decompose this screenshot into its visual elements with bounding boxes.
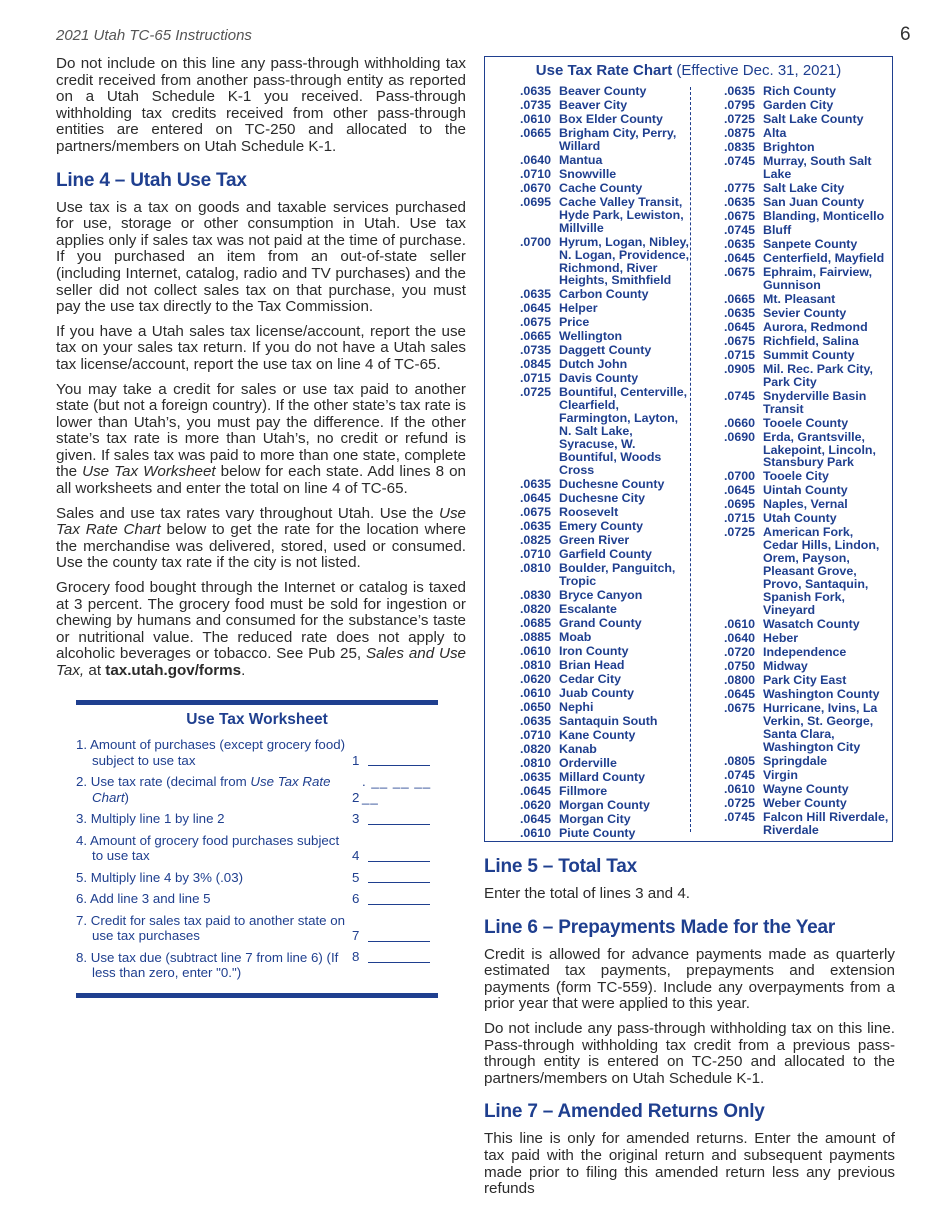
- rate-value: .0645: [723, 319, 755, 334]
- use-tax-worksheet: [76, 700, 438, 998]
- rate-row: [695, 484, 891, 497]
- rate-location: Summit County: [763, 347, 855, 362]
- rate-row: [491, 799, 691, 812]
- rate-row: [491, 520, 691, 533]
- rate-row: [491, 729, 691, 742]
- line4-paragraph-1: Use tax is a tax on goods and taxable services purchased for use, storage or other consumption in Utah. Use tax applies only if sales tax was not paid at the time of purchase. If you purchased an item from an out-of-state seller (including Internet, catalog, radio and TV purchases) and the seller did not collect sales tax on that purchase, you must pay the use tax directly to the Tax Commission.: [56, 198, 466, 316]
- rate-location: Bluff: [763, 222, 792, 237]
- rate-value: .0635: [519, 518, 551, 533]
- rate-row: [491, 478, 691, 491]
- rate-row: [695, 660, 891, 673]
- line6-heading: Line 6 – Prepayments Made for the Year: [484, 916, 836, 938]
- rate-location: Utah County: [763, 511, 837, 526]
- rate-value: .0610: [519, 112, 551, 126]
- chart-effective-date: (Effective Dec. 31, 2021): [676, 62, 842, 79]
- rate-row: [491, 673, 691, 686]
- rate-row: [491, 548, 691, 561]
- rate-value: .0800: [723, 672, 755, 687]
- rate-row: [695, 470, 891, 483]
- rate-value: .0775: [723, 180, 755, 195]
- rate-value: .0835: [723, 140, 755, 154]
- rate-row: [491, 236, 691, 288]
- rate-location: Midway: [763, 658, 808, 673]
- line6-paragraph-1: Credit is allowed for advance payments made as quarterly estimated tax payments, prepayments and extension payments (form TC-559). Include any overpayments from a prior year that were applied to this year.: [484, 945, 895, 1013]
- rate-row: [695, 141, 891, 154]
- rate-value: .0675: [723, 700, 755, 715]
- worksheet-line-8: 8. Use tax due (subtract line 7 from line 6) (If less than zero, enter "0.") 8: [76, 950, 438, 981]
- rate-location: Aurora, Redmond: [763, 319, 868, 334]
- rate-value: .0635: [723, 194, 755, 209]
- worksheet-line-2-field[interactable]: . __ __ __ __: [362, 774, 432, 805]
- rate-location: Grand County: [559, 615, 642, 630]
- rate-location: Independence: [763, 644, 847, 659]
- rate-value: .0875: [723, 126, 755, 140]
- rate-value: .0885: [519, 629, 551, 644]
- rate-row: [491, 127, 691, 153]
- line5-paragraph: Enter the total of lines 3 and 4.: [484, 885, 691, 902]
- document-header-title: 2021 Utah TC-65 Instructions: [56, 27, 252, 44]
- rate-row: [491, 288, 691, 301]
- rate-value: .0635: [723, 84, 755, 98]
- rate-value: .0675: [519, 315, 551, 330]
- rate-row: [491, 182, 691, 195]
- rate-location: Juab County: [559, 685, 635, 700]
- rate-value: .0610: [723, 781, 755, 796]
- rate-row: [695, 113, 891, 126]
- rate-value: .0725: [723, 525, 755, 540]
- rate-value: .0710: [519, 546, 551, 561]
- right-column: [484, 856, 895, 1206]
- rate-row: [695, 431, 891, 470]
- rate-row: [491, 302, 691, 315]
- worksheet-line-4-field[interactable]: [368, 861, 430, 862]
- rate-value: .0750: [723, 658, 755, 673]
- page-number: 6: [900, 24, 911, 45]
- rate-row: [491, 603, 691, 616]
- rate-row: [695, 783, 891, 796]
- rate-location: Mil. Rec. Park City, Park City: [763, 361, 873, 389]
- rate-value: .0745: [723, 222, 755, 237]
- line4-paragraph-5: Grocery food bought through the Internet or catalog is taxed at 3 percent. The grocery food must be sold for ingestion or chewing by humans and consumed for the substance’s taste or nutritional value. The reduced rate does not apply to alcoholic beverages or tobacco. See Pub 25, Sales and Use Tax, at tax.utah.gov/forms.: [56, 579, 467, 679]
- rate-location: Sevier County: [763, 305, 847, 320]
- rate-value: .0645: [519, 811, 551, 826]
- rate-value: .0645: [519, 301, 551, 316]
- rate-location: Brian Head: [559, 657, 625, 672]
- rate-value: .0745: [723, 388, 755, 403]
- rate-value: .0635: [519, 287, 551, 302]
- rate-value: .0720: [723, 644, 755, 659]
- rate-row: [491, 757, 691, 770]
- rate-value: .0810: [519, 560, 551, 575]
- worksheet-line-7: 7. Credit for sales tax paid to another state on use tax purchases 7: [76, 913, 438, 944]
- rate-value: .0610: [519, 825, 551, 840]
- rate-location: Davis County: [559, 371, 639, 386]
- rate-row: [491, 154, 691, 167]
- rate-location: Bountiful, Centerville, Clearfield, Farmington, Layton, N. Salt Lake, Syracuse, W. Bountiful, Woods Cross: [559, 385, 688, 477]
- worksheet-reference: Use Tax Worksheet: [82, 463, 216, 481]
- rate-row: [695, 266, 891, 292]
- rate-value: .0745: [723, 154, 755, 168]
- rate-location: Santaquin South: [559, 713, 658, 728]
- rate-row: [695, 797, 891, 810]
- rate-value: .0675: [519, 504, 551, 519]
- rate-location: Tooele City: [763, 469, 829, 484]
- rate-location: Daggett County: [559, 343, 652, 358]
- rate-row: [491, 99, 691, 112]
- rate-location: Centerfield, Mayfield: [763, 250, 885, 265]
- rate-row: [695, 196, 891, 209]
- rate-row: [491, 631, 691, 644]
- worksheet-line-5: 5. Multiply line 4 by 3% (.03) 5: [76, 870, 438, 886]
- rate-location: San Juan County: [763, 194, 865, 209]
- worksheet-line-1: 1. Amount of purchases (except grocery food) subject to use tax 1: [76, 737, 438, 768]
- worksheet-title: Use Tax Worksheet: [186, 711, 328, 728]
- line4-paragraph-3: You may take a credit for sales or use tax paid to another state (but not a foreign country). If the other state’s tax rate is lower than Utah’s, you must pay the difference. If the other state’s tax rate is more than Utah’s, no credit or refund is given. If sales tax was paid to more than one state, complete the Use Tax Worksheet below for each state. Add lines 8 on all worksheets and enter the total on line 4 of TC-65.: [56, 380, 466, 498]
- rate-value: .0820: [519, 601, 551, 616]
- rate-row: [491, 196, 691, 235]
- rate-row: [695, 349, 891, 362]
- rate-row: [695, 755, 891, 768]
- rate-location: Mt. Pleasant: [763, 291, 836, 306]
- rate-location: Blanding, Monticello: [763, 208, 885, 223]
- rate-value: .0725: [519, 385, 551, 400]
- rate-location: Cache Valley Transit, Hyde Park, Lewiston, Millville: [559, 194, 684, 235]
- rate-chart-reference: Use Tax Rate Chart: [56, 504, 466, 539]
- rate-location: Salt Lake County: [763, 112, 864, 126]
- rate-value: .0710: [519, 727, 551, 742]
- rate-row: [695, 688, 891, 701]
- rate-location: Cache County: [559, 180, 643, 195]
- rate-location: Park City East: [763, 672, 847, 687]
- rate-row: [491, 372, 691, 385]
- chart-title: Use Tax Rate Chart (Effective Dec. 31, 2021): [535, 62, 842, 79]
- rate-location: Price: [559, 315, 590, 330]
- rate-location: Rich County: [763, 84, 836, 98]
- rate-location: Nephi: [559, 699, 594, 714]
- rate-location: Erda, Grantsville, Lakepoint, Lincoln, Stansbury Park: [763, 429, 876, 470]
- rate-location: Carbon County: [559, 287, 649, 302]
- rate-row: [491, 344, 691, 357]
- rate-value: .0795: [723, 98, 755, 112]
- rate-value: .0640: [723, 630, 755, 645]
- rate-value: .0675: [723, 264, 755, 279]
- rate-row: [695, 307, 891, 320]
- rate-row: [695, 512, 891, 525]
- rate-value: .0645: [723, 483, 755, 498]
- rate-location: Wellington: [559, 329, 623, 344]
- rate-row: [695, 526, 891, 616]
- rate-value: .0715: [723, 347, 755, 362]
- rate-value: .0690: [723, 429, 755, 444]
- rate-location: Box Elder County: [559, 112, 663, 126]
- rate-row: [491, 534, 691, 547]
- rate-location: Ephraim, Fairview, Gunnison: [763, 264, 873, 292]
- rate-row: [695, 99, 891, 112]
- rate-value: .0675: [723, 208, 755, 223]
- rate-row: [491, 813, 691, 826]
- rate-location: American Fork, Cedar Hills, Lindon, Orem, Payson, Pleasant Grove, Provo, Santaquin, Spanish Fork, Vineyard: [763, 525, 880, 617]
- rate-row: [491, 771, 691, 784]
- rate-location: Alta: [763, 126, 787, 140]
- rate-value: .0650: [519, 699, 551, 714]
- rate-value: .0635: [723, 236, 755, 251]
- rate-value: .0635: [723, 305, 755, 320]
- rate-value: .0845: [519, 357, 551, 372]
- rate-value: .0695: [519, 194, 551, 209]
- rate-value: .0825: [519, 532, 551, 547]
- rate-value: .0715: [723, 511, 755, 526]
- rate-row: [491, 617, 691, 630]
- rate-location: Weber County: [763, 795, 847, 810]
- rate-row: [491, 506, 691, 519]
- rate-row: [491, 827, 691, 840]
- use-tax-rate-chart: [484, 56, 893, 842]
- rate-value: .0820: [519, 741, 551, 756]
- rate-row: [695, 252, 891, 265]
- rate-location: Green River: [559, 532, 630, 547]
- rate-row: [695, 127, 891, 140]
- rate-row: [695, 85, 891, 98]
- line4-paragraph-2: If you have a Utah sales tax license/account, report the use tax on your sales tax return. If you do not have a Utah sales tax license/account, report the use tax on line 4 of TC-65.: [56, 322, 466, 373]
- rate-value: .0610: [723, 616, 755, 631]
- rate-row: [491, 785, 691, 798]
- rate-location: Hyrum, Logan, Nibley, N. Logan, Providence, Richmond, River Heights, Smithfield: [559, 234, 690, 288]
- worksheet-line-2: 2. Use tax rate (decimal from Use Tax Rate Chart) 2 . __ __ __ __: [76, 774, 438, 805]
- rate-value: .0635: [519, 84, 551, 98]
- rate-value: .0620: [519, 671, 551, 686]
- rate-value: .0685: [519, 615, 551, 630]
- worksheet-line-3-field[interactable]: [368, 824, 430, 825]
- left-column: [56, 56, 466, 688]
- rate-location: Mantua: [559, 152, 603, 167]
- worksheet-line-3: 3. Multiply line 1 by line 2 3: [76, 811, 438, 827]
- rate-value: .0700: [519, 234, 551, 249]
- rate-location: Washington County: [763, 686, 880, 701]
- rate-row: [491, 701, 691, 714]
- rate-location: Roosevelt: [559, 504, 619, 519]
- rate-value: .0665: [519, 126, 551, 140]
- rate-value: .0660: [723, 415, 755, 430]
- rate-row: [695, 702, 891, 754]
- rate-row: [695, 811, 891, 837]
- worksheet-line-8-field[interactable]: [368, 962, 430, 963]
- rate-value: .0745: [723, 767, 755, 782]
- rate-row: [695, 618, 891, 631]
- chart-column-right: [695, 85, 891, 838]
- rate-location: Snowville: [559, 166, 617, 181]
- rate-location: Morgan County: [559, 797, 650, 812]
- rate-location: Iron County: [559, 643, 629, 658]
- rate-location: Hurricane, Ivins, La Verkin, St. George, Santa Clara, Washington City: [763, 700, 878, 754]
- rate-row: [491, 589, 691, 602]
- rate-value: .0645: [519, 490, 551, 505]
- rate-row: [695, 155, 891, 181]
- rate-row: [695, 390, 891, 416]
- rate-location: Wayne County: [763, 781, 849, 796]
- rate-row: [491, 715, 691, 728]
- rate-row: [491, 358, 691, 371]
- rate-row: [491, 386, 691, 476]
- rate-value: .0645: [723, 686, 755, 701]
- worksheet-line-7-field[interactable]: [368, 941, 430, 942]
- rate-location: Moab: [559, 629, 592, 644]
- rate-location: Snyderville Basin Transit: [763, 388, 867, 416]
- forms-link[interactable]: tax.utah.gov/forms: [105, 662, 242, 679]
- rate-value: .0830: [519, 587, 551, 602]
- rate-row: [695, 182, 891, 195]
- rate-row: [491, 659, 691, 672]
- worksheet-line-1-field[interactable]: [368, 765, 430, 766]
- rate-row: [491, 330, 691, 343]
- rate-row: [695, 498, 891, 511]
- rate-value: .0620: [519, 797, 551, 812]
- rate-value: .0645: [723, 250, 755, 265]
- rate-row: [695, 321, 891, 334]
- rate-value: .0725: [723, 795, 755, 810]
- rate-location: Morgan City: [559, 811, 631, 826]
- rate-location: Dutch John: [559, 357, 628, 372]
- rate-location: Garfield County: [559, 546, 652, 561]
- rate-value: .0810: [519, 657, 551, 672]
- rate-row: [695, 769, 891, 782]
- rate-location: Brighton: [763, 140, 815, 154]
- rate-row: [695, 632, 891, 645]
- rate-location: Naples, Vernal: [763, 497, 848, 512]
- rate-location: Beaver City: [559, 98, 628, 112]
- line4-heading: Line 4 – Utah Use Tax: [56, 169, 247, 191]
- rate-location: Boulder, Panguitch, Tropic: [559, 560, 676, 588]
- rate-value: .0645: [519, 783, 551, 798]
- rate-value: .0610: [519, 685, 551, 700]
- rate-value: .0635: [519, 476, 551, 491]
- rate-location: Orderville: [559, 755, 617, 770]
- rate-value: .0610: [519, 643, 551, 658]
- rate-value: .0670: [519, 180, 551, 195]
- rate-value: .0700: [723, 469, 755, 484]
- worksheet-line-6-field[interactable]: [368, 904, 430, 905]
- rate-location: Duchesne County: [559, 476, 665, 491]
- rate-row: [491, 687, 691, 700]
- rate-row: [695, 224, 891, 237]
- rate-value: .0725: [723, 112, 755, 126]
- rate-location: Fillmore: [559, 783, 608, 798]
- rate-value: .0745: [723, 809, 755, 824]
- rate-value: .0665: [723, 291, 755, 306]
- rate-row: [695, 238, 891, 251]
- rate-location: Bryce Canyon: [559, 587, 643, 602]
- rate-value: .0805: [723, 753, 755, 768]
- rate-location: Wasatch County: [763, 616, 860, 631]
- rate-value: .0665: [519, 329, 551, 344]
- rate-row: [491, 85, 691, 98]
- rate-location: Springdale: [763, 753, 828, 768]
- rate-row: [491, 168, 691, 181]
- rate-row: [695, 674, 891, 687]
- rate-value: .0635: [519, 713, 551, 728]
- rate-row: [491, 113, 691, 126]
- rate-location: Sanpete County: [763, 236, 858, 251]
- rate-location: Piute County: [559, 825, 636, 840]
- line4-paragraph-4: Sales and use tax rates vary throughout Utah. Use the Use Tax Rate Chart below to get the rate for the location where the merchandise was delivered, stored, used or consumed. Use the county tax rate if the city is not listed.: [56, 504, 466, 572]
- rate-row: [695, 335, 891, 348]
- rate-location: Uintah County: [763, 483, 848, 498]
- rate-row: [695, 210, 891, 223]
- intro-paragraph: Do not include on this line any pass-through withholding tax credit received from another pass-through entity as reported on a Utah Schedule K-1 you received. Pass-through withholding tax credits received from other pass-through entities are entered on TC-250 and allocated to the partners/members on Utah Schedule K-1.: [56, 55, 466, 155]
- rate-value: .0710: [519, 166, 551, 181]
- rate-row: [491, 743, 691, 756]
- rate-row: [695, 417, 891, 430]
- rate-row: [695, 363, 891, 389]
- rate-location: Cedar City: [559, 671, 621, 686]
- rate-value: .0695: [723, 497, 755, 512]
- line6-paragraph-2: Do not include any pass-through withholding tax on this line. Pass-through withholding tax credit from a previous pass-through entity is entered on TC-250 and allocated to the partners/members on Utah Schedule K-1.: [484, 1019, 895, 1087]
- rate-location: Millard County: [559, 769, 646, 784]
- rate-location: Beaver County: [559, 84, 647, 98]
- rate-location: Heber: [763, 630, 799, 645]
- rate-location: Duchesne City: [559, 490, 646, 505]
- worksheet-line-6: 6. Add line 3 and line 5 6: [76, 891, 438, 907]
- rate-location: Murray, South Salt Lake: [763, 154, 872, 181]
- line7-paragraph: This line is only for amended returns. Enter the amount of tax paid with the original return and subsequent payments made prior to filing this amended return less any previous refunds: [484, 1130, 895, 1198]
- rate-location: Salt Lake City: [763, 180, 845, 195]
- rate-value: .0635: [519, 769, 551, 784]
- line7-heading: Line 7 – Amended Returns Only: [484, 1101, 765, 1123]
- rate-row: [695, 293, 891, 306]
- rate-value: .0905: [723, 361, 755, 376]
- worksheet-line-4: 4. Amount of grocery food purchases subject to use tax 4: [76, 833, 438, 864]
- worksheet-line-5-field[interactable]: [368, 882, 430, 883]
- rate-row: [491, 492, 691, 505]
- rate-value: .0675: [723, 333, 755, 348]
- rate-location: Escalante: [559, 601, 617, 616]
- rate-location: Kanab: [559, 741, 597, 756]
- rate-value: .0735: [519, 343, 551, 358]
- rate-row: [695, 646, 891, 659]
- rate-location: Emery County: [559, 518, 643, 533]
- chart-column-left: [491, 85, 691, 841]
- rate-location: Kane County: [559, 727, 636, 742]
- rate-value: .0810: [519, 755, 551, 770]
- rate-location: Brigham City, Perry, Willard: [559, 126, 677, 153]
- pub25-reference: Sales and Use Tax,: [56, 645, 467, 679]
- rate-row: [491, 562, 691, 588]
- rate-location: Garden City: [763, 98, 834, 112]
- rate-row: [491, 645, 691, 658]
- rate-value: .0715: [519, 371, 551, 386]
- rate-row: [491, 316, 691, 329]
- rate-location: Virgin: [763, 767, 798, 782]
- line5-heading: Line 5 – Total Tax: [484, 856, 638, 877]
- rate-value: .0640: [519, 152, 551, 167]
- rate-location: Falcon Hill Riverdale, Riverdale: [763, 809, 889, 837]
- rate-location: Tooele County: [763, 415, 849, 430]
- rate-value: .0735: [519, 98, 551, 112]
- rate-location: Richfield, Salina: [763, 333, 859, 348]
- rate-location: Helper: [559, 301, 598, 316]
